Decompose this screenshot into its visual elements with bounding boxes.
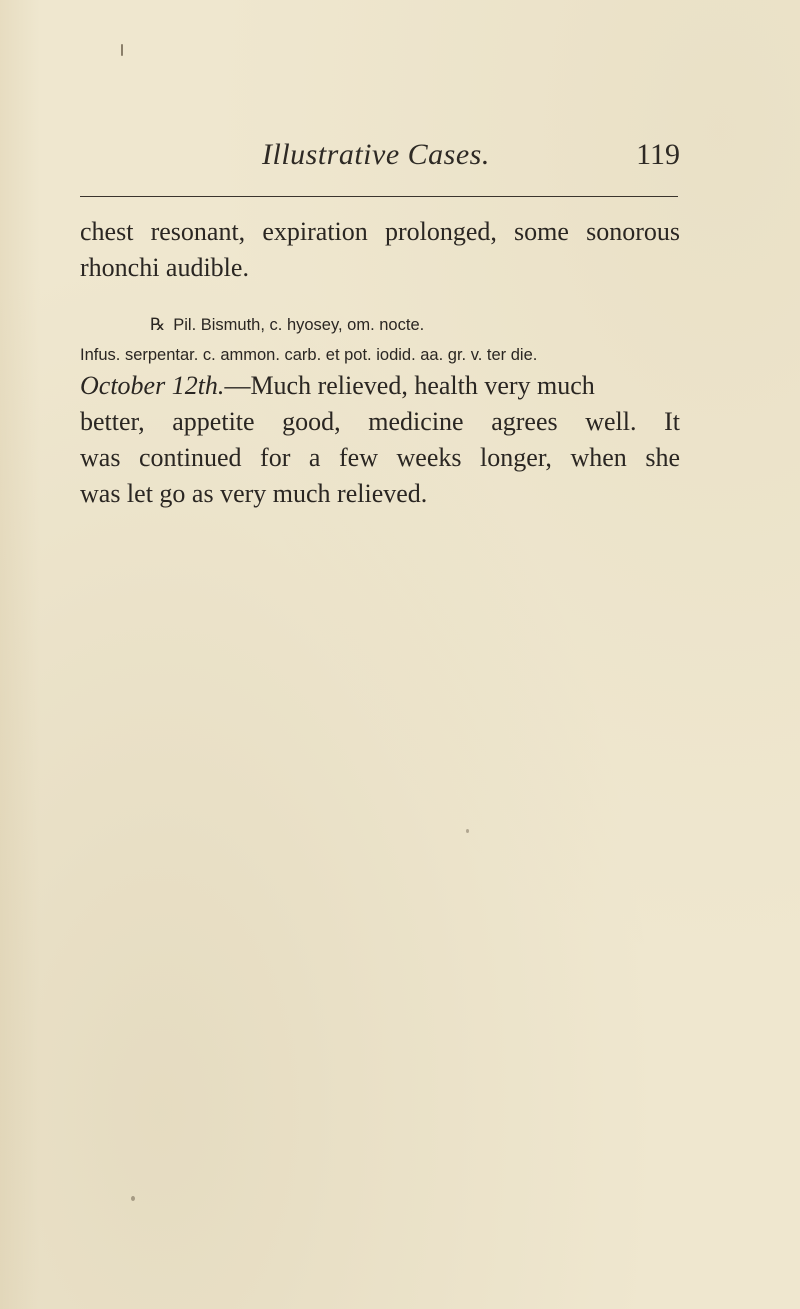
- prescription-line-1: [80, 310, 750, 340]
- paragraph-continuation: [80, 214, 680, 286]
- paragraph-line: rhonchi audible.: [80, 253, 249, 282]
- date-month: October: [80, 371, 166, 400]
- running-head: [80, 138, 680, 178]
- paragraph-line: better, appetite good, medicine agrees well. It: [80, 407, 680, 436]
- paragraph-text: —Much relieved, health very much: [224, 371, 595, 400]
- prescription-text-2: Infus. serpentar. c. ammon. carb. et pot. iodid. aa. gr. v. ter die.: [80, 346, 538, 364]
- paragraph-line: was let go as very much relieved.: [80, 479, 428, 508]
- paragraph-line: [80, 368, 680, 404]
- paragraph-line: chest resonant, expiration prolonged, some sonorous: [80, 217, 680, 246]
- paper-speck: [121, 44, 123, 56]
- page-number: 119: [636, 138, 680, 171]
- paragraph-october-12: [80, 368, 680, 512]
- recipe-symbol: ℞: [150, 315, 166, 335]
- header-rule: [80, 196, 678, 197]
- paragraph-line: was continued for a few weeks longer, when she: [80, 443, 680, 472]
- prescription-text-1: Pil. Bismuth, c. hyosey, om. nocte.: [173, 316, 425, 334]
- running-head-title: Illustrative Cases.: [262, 138, 490, 171]
- paper-speck: [466, 829, 469, 833]
- prescription-line-2: [80, 340, 680, 370]
- paper-speck: [131, 1196, 135, 1201]
- date-day: 12th.: [171, 371, 225, 400]
